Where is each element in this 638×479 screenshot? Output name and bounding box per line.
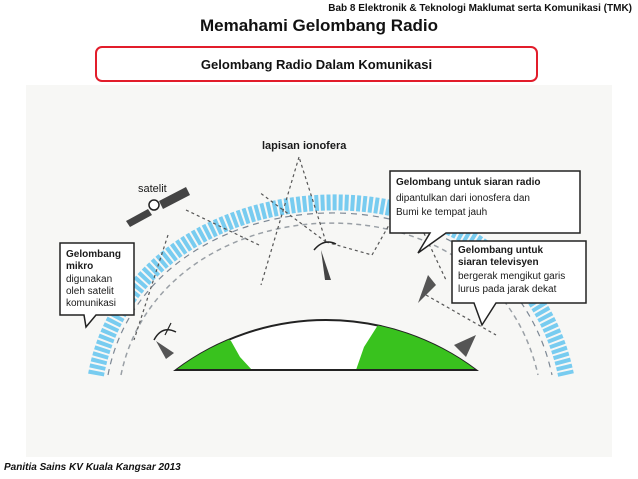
land-small (222, 305, 249, 317)
dish-left (154, 323, 176, 359)
microwave-body-line2: oleh satelit (66, 286, 114, 297)
subtitle-text: Gelombang Radio Dalam Komunikasi (200, 56, 433, 72)
microwave-body-line1: digunakan (66, 274, 113, 285)
tv-title-line1: Gelombang untuk (458, 245, 543, 256)
diagram-svg (26, 85, 612, 457)
footer-credit: Panitia Sains KV Kuala Kangsar 2013 (4, 462, 181, 473)
radio-body-line2: Bumi ke tempat jauh (396, 207, 488, 218)
satellite-label: satelit (138, 183, 167, 195)
microwave-title-line2: mikro (66, 261, 94, 272)
ionosphere-label: lapisan ionofera (262, 140, 347, 152)
radio-wave-diagram (26, 85, 612, 457)
earth (176, 290, 476, 370)
chapter-header: Bab 8 Elektronik & Teknologi Maklumat serta Komunikasi (TMK) (328, 3, 632, 14)
callout-microwave (60, 243, 134, 327)
tv-body-line2: lurus pada jarak dekat (458, 284, 557, 295)
subtitle-banner (95, 46, 538, 82)
page-title: Memahami Gelombang Radio (199, 16, 439, 35)
radio-body-line1: dipantulkan dari ionosfera dan (396, 193, 530, 204)
callout-tv (452, 241, 586, 325)
microwave-title-line1: Gelombang (66, 249, 122, 260)
radio-title: Gelombang untuk siaran radio (396, 177, 541, 188)
center-dish (314, 242, 336, 280)
microwave-body-line3: komunikasi (66, 298, 117, 309)
tv-title-line2: siaran televisyen (458, 257, 539, 268)
tv-body-line1: bergerak mengikut garis (458, 271, 566, 282)
